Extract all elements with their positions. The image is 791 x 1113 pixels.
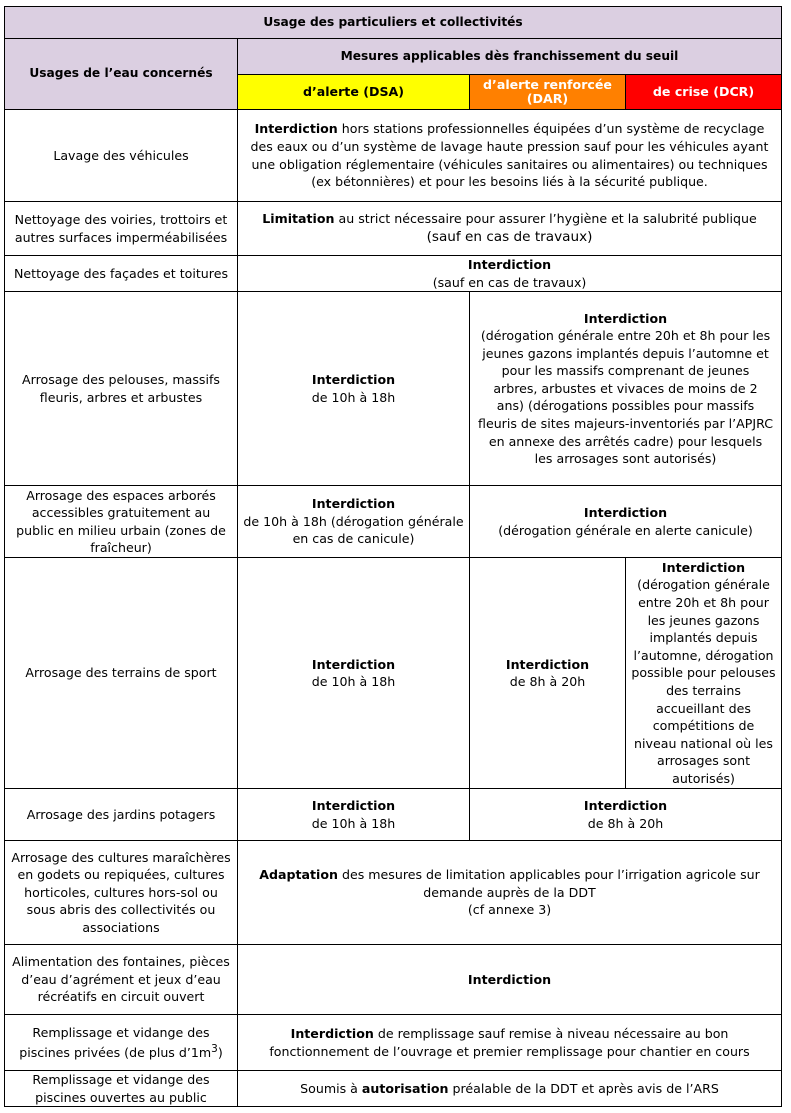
measure-note: (sauf en cas de travaux) — [426, 229, 593, 245]
level-dsa: d’alerte (DSA) — [238, 75, 470, 110]
measure-keyword: autorisation — [361, 1080, 449, 1096]
measure-cell-dar — [470, 558, 626, 789]
measure-cell-dar-dcr — [470, 486, 782, 558]
measure-cell — [238, 202, 782, 256]
measure-cell — [238, 1015, 782, 1071]
measure-keyword: Interdiction — [254, 121, 338, 137]
usage-cell: Arrosage des cultures maraîchères en godets ou repiquées, cultures horticoles, cultures hors-sol ou sous abris des collectivités ou associations — [5, 841, 238, 945]
measure-keyword: Interdiction — [290, 1026, 374, 1042]
measure-cell-dar-dcr — [470, 789, 782, 841]
table-row — [5, 789, 782, 841]
level-dar: d’alerte renforcée (DAR) — [470, 75, 626, 110]
measure-keyword: Adaptation — [259, 867, 338, 883]
usage-cell: Lavage des véhicules — [5, 110, 238, 202]
measure-text: de 10h à 18h — [311, 674, 396, 690]
usage-cell — [5, 1015, 238, 1071]
measure-cell — [238, 256, 782, 292]
measure-text: (dérogation générale entre 20h et 8h pour les jeunes gazons implantés depuis l’automne, dérogation possible pour pelouses des terrains accueillant des compétitions de niveau national où les arrosages sont autorisés) — [631, 577, 776, 786]
measure-cell-dar-dcr — [470, 292, 782, 486]
measure-keyword: Interdiction — [583, 310, 668, 326]
table-row — [5, 1015, 782, 1071]
measure-cell-dsa — [238, 789, 470, 841]
measure-keyword: Interdiction — [661, 559, 746, 575]
usage-cell: Nettoyage des façades et toitures — [5, 256, 238, 292]
table-row — [5, 256, 782, 292]
usage-cell: Arrosage des jardins potagers — [5, 789, 238, 841]
level-dcr: de crise (DCR) — [626, 75, 782, 110]
measure-text: des mesures de limitation applicables pour l’irrigation agricole sur demande auprès de la DDT — [337, 867, 760, 900]
measure-note: (cf annexe 3) — [467, 902, 552, 918]
table-row — [5, 292, 782, 486]
measure-keyword: Interdiction — [467, 971, 552, 987]
measure-keyword: Interdiction — [311, 656, 396, 672]
measure-cell-dsa — [238, 486, 470, 558]
measure-cell-dsa — [238, 292, 470, 486]
measure-cell — [238, 945, 782, 1015]
header-usages: Usages de l’eau concernés — [5, 39, 238, 110]
measure-text: de 10h à 18h (dérogation générale en cas de canicule) — [243, 513, 464, 547]
usage-text: Remplissage et vidange des piscines privées (de plus d’1m — [19, 1024, 212, 1061]
table-row — [5, 1071, 782, 1107]
measure-keyword: Interdiction — [311, 496, 396, 512]
measure-keyword: Interdiction — [467, 257, 552, 272]
usage-cell: Alimentation des fontaines, pièces d’eau d’agrément et jeux d’eau récréatifs en circuit ouvert — [5, 945, 238, 1015]
header-measures: Mesures applicables dès franchissement du seuil — [238, 39, 782, 75]
measure-text: préalable de la DDT et après avis de l’ARS — [448, 1080, 719, 1096]
measure-keyword: Interdiction — [583, 505, 668, 521]
measure-text: de 10h à 18h — [311, 389, 396, 405]
measure-cell — [238, 841, 782, 945]
usage-cell: Arrosage des pelouses, massifs fleuris, arbres et arbustes — [5, 292, 238, 486]
usage-cell: Remplissage et vidange des piscines ouvertes au public — [5, 1071, 238, 1107]
measure-text: (dérogation générale en alerte canicule) — [498, 522, 753, 538]
measure-keyword: Limitation — [262, 211, 335, 227]
measure-cell — [238, 1071, 782, 1107]
table-row — [5, 202, 782, 256]
measure-keyword: Interdiction — [505, 656, 590, 672]
measure-keyword: Interdiction — [583, 798, 668, 814]
usage-cell: Arrosage des terrains de sport — [5, 558, 238, 789]
measure-text: de 10h à 18h — [311, 815, 396, 831]
measure-text: au strict nécessaire pour assurer l’hygiène et la salubrité publique — [334, 211, 757, 227]
table-row — [5, 945, 782, 1015]
table-title: Usage des particuliers et collectivités — [5, 7, 782, 39]
table-row — [5, 841, 782, 945]
measure-cell-dsa — [238, 558, 470, 789]
usage-sup: 3 — [211, 1043, 218, 1056]
measure-cell — [238, 110, 782, 202]
usage-text-end: ) — [217, 1045, 223, 1061]
measure-text: de remplissage sauf remise à niveau nécessaire au bon fonctionnement de l’ouvrage et premier remplissage pour chantier en cours — [269, 1026, 750, 1059]
usage-cell: Arrosage des espaces arborés accessibles gratuitement au public en milieu urbain (zones de fraîcheur) — [5, 486, 238, 558]
table-row — [5, 110, 782, 202]
measure-cell-dcr — [626, 558, 782, 789]
measure-pre: Soumis à — [300, 1080, 362, 1096]
measure-text: hors stations professionnelles équipées d’un système de recyclage des eaux ou d’un système de lavage haute pression sauf pour les véhicules ayant une obligation réglementaire (véhicules sanitaires ou alimentaires) ou techniques (ex bétonnières) et pour les besoins liés à la sécurité publique. — [250, 121, 769, 190]
measure-note: (sauf en cas de travaux) — [432, 274, 587, 290]
measure-text: de 8h à 20h — [587, 815, 664, 831]
restrictions-table — [4, 6, 782, 1107]
measure-keyword: Interdiction — [311, 372, 396, 388]
usage-cell: Nettoyage des voiries, trottoirs et autres surfaces imperméabilisées — [5, 202, 238, 256]
measure-text: (dérogation générale entre 20h et 8h pour les jeunes gazons implantés depuis l’automne et pour les massifs comprenant de jeunes arbres, arbustes et vivaces de moins de 2 ans) (dérogations possibles pour massifs fleuris de sites majeurs-inventoriés par l’APJRC en annexe des arrêtés cadre) pour lesquels les arrosages sont autorisés) — [478, 328, 774, 467]
table-row — [5, 486, 782, 558]
measure-keyword: Interdiction — [311, 798, 396, 814]
table-row — [5, 558, 782, 789]
measure-text: de 8h à 20h — [509, 674, 586, 690]
